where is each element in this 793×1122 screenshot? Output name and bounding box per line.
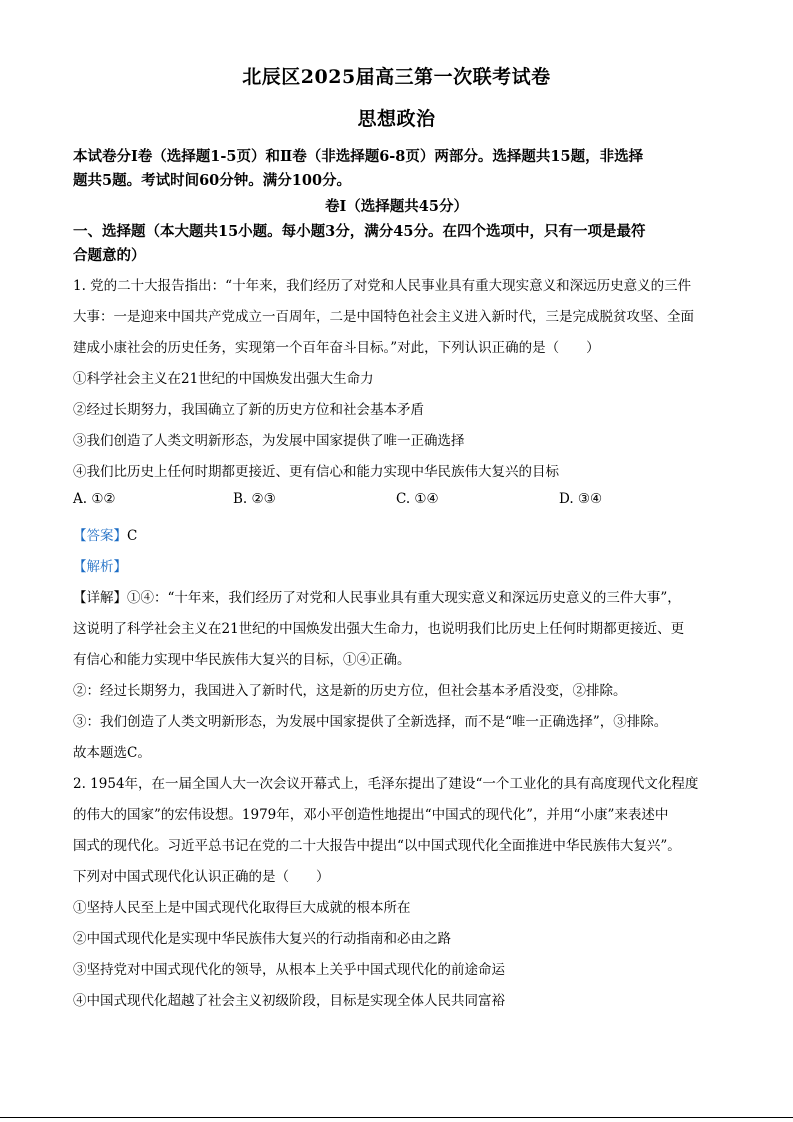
q1-option-a: A. ①② xyxy=(73,491,116,507)
exam-title: 北辰区2025届高三第一次联考试卷 xyxy=(242,66,551,88)
analysis-tag: 【解析】 xyxy=(73,559,127,575)
detail-text-1: ①④：“十年来，我们经历了对党和人民事业具有重大现实意义和深远历史意义的三件大事”， xyxy=(127,590,681,606)
q1-stem-line-3: 建成小康社会的历史任务，实现第一个百年奋斗目标。”对此，下列认识正确的是（ ） xyxy=(73,340,600,356)
q2-stem-line-3: 国式的现代化。习近平总书记在党的二十大报告中提出“以中国式现代化全面推进中华民族伟大复兴”。 xyxy=(73,838,681,854)
q1-statement-3: ③我们创造了人类文明新形态，为发展中国家提供了唯一正确选择 xyxy=(73,433,465,449)
q1-detail-line-3: 有信心和能力实现中华民族伟大复兴的目标，①④正确。 xyxy=(73,652,411,668)
q1-statement-1: ①科学社会主义在21世纪的中国焕发出强大生命力 xyxy=(73,371,374,387)
q2-statement-1: ①坚持人民至上是中国式现代化取得巨大成就的根本所在 xyxy=(73,900,411,916)
section-instruction-2: 合题意的） xyxy=(73,247,146,264)
q1-statement-2: ②经过长期努力，我国确立了新的历史方位和社会基本矛盾 xyxy=(73,402,424,418)
q1-stem-line-1: 1. 党的二十大报告指出：“十年来，我们经历了对党和人民事业具有重大现实意义和深远历史意义的三件 xyxy=(73,278,692,294)
intro-line-1: 本试卷分Ⅰ卷（选择题1-5页）和Ⅱ卷（非选择题6-8页）两部分。选择题共15题，非选择 xyxy=(73,148,644,165)
q1-option-d: D. ③④ xyxy=(559,491,603,507)
q1-analysis xyxy=(73,555,733,575)
q1-detail-line-6: 故本题选C。 xyxy=(73,745,151,761)
q2-statement-2: ②中国式现代化是实现中华民族伟大复兴的行动指南和必由之路 xyxy=(73,931,451,947)
q1-option-b: B. ②③ xyxy=(233,491,276,507)
answer-tag: 【答案】 xyxy=(73,528,127,544)
q1-stem-line-2: 大事：一是迎来中国共产党成立一百周年，二是中国特色社会主义进入新时代，三是完成脱贫攻坚、全面 xyxy=(73,309,694,325)
q2-stem-line-4: 下列对中国式现代化认识正确的是（ ） xyxy=(73,869,330,885)
q2-statement-3: ③坚持党对中国式现代化的领导，从根本上关乎中国式现代化的前途命运 xyxy=(73,962,505,978)
q2-stem-line-1: 2. 1954年，在一届全国人大一次会议开幕式上，毛泽东提出了建设“一个工业化的具有高度现代文化程度 xyxy=(73,776,699,792)
section-instruction-1: 一、选择题（本大题共15小题。每小题3分，满分45分。在四个选项中，只有一项是最符 xyxy=(73,223,646,240)
q1-detail-line-2: 这说明了科学社会主义在21世纪的中国焕发出强大生命力，也说明我们比历史上任何时期都更接近、更 xyxy=(73,621,685,637)
q1-answer xyxy=(73,524,733,544)
q1-detail-line-5: ③：我们创造了人类文明新形态，为发展中国家提供了全新选择，而不是“唯一正确选择”，③排除。 xyxy=(73,714,668,730)
q2-statement-4: ④中国式现代化超越了社会主义初级阶段，目标是实现全体人民共同富裕 xyxy=(73,993,505,1009)
detail-tag: 【详解】 xyxy=(73,590,127,606)
q1-option-c: C. ①④ xyxy=(396,491,439,507)
q1-detail-line-1 xyxy=(73,586,733,606)
intro-line-2: 题共5题。考试时间60分钟。满分100分。 xyxy=(73,172,352,189)
part-title: 卷Ⅰ（选择题共45分） xyxy=(325,198,468,215)
q1-detail-line-4: ②：经过长期努力，我国进入了新时代，这是新的历史方位，但社会基本矛盾没变，②排除。 xyxy=(73,683,627,699)
answer-value: C xyxy=(127,528,138,544)
subject-title: 思想政治 xyxy=(357,108,436,130)
q2-stem-line-2: 的伟大的国家”的宏伟设想。1979年，邓小平创造性地提出“中国式的现代化”，并用“小康”来表述中 xyxy=(73,807,669,823)
q1-statement-4: ④我们比历史上任何时期都更接近、更有信心和能力实现中华民族伟大复兴的目标 xyxy=(73,464,559,480)
page-bottom-rule xyxy=(0,1117,793,1118)
